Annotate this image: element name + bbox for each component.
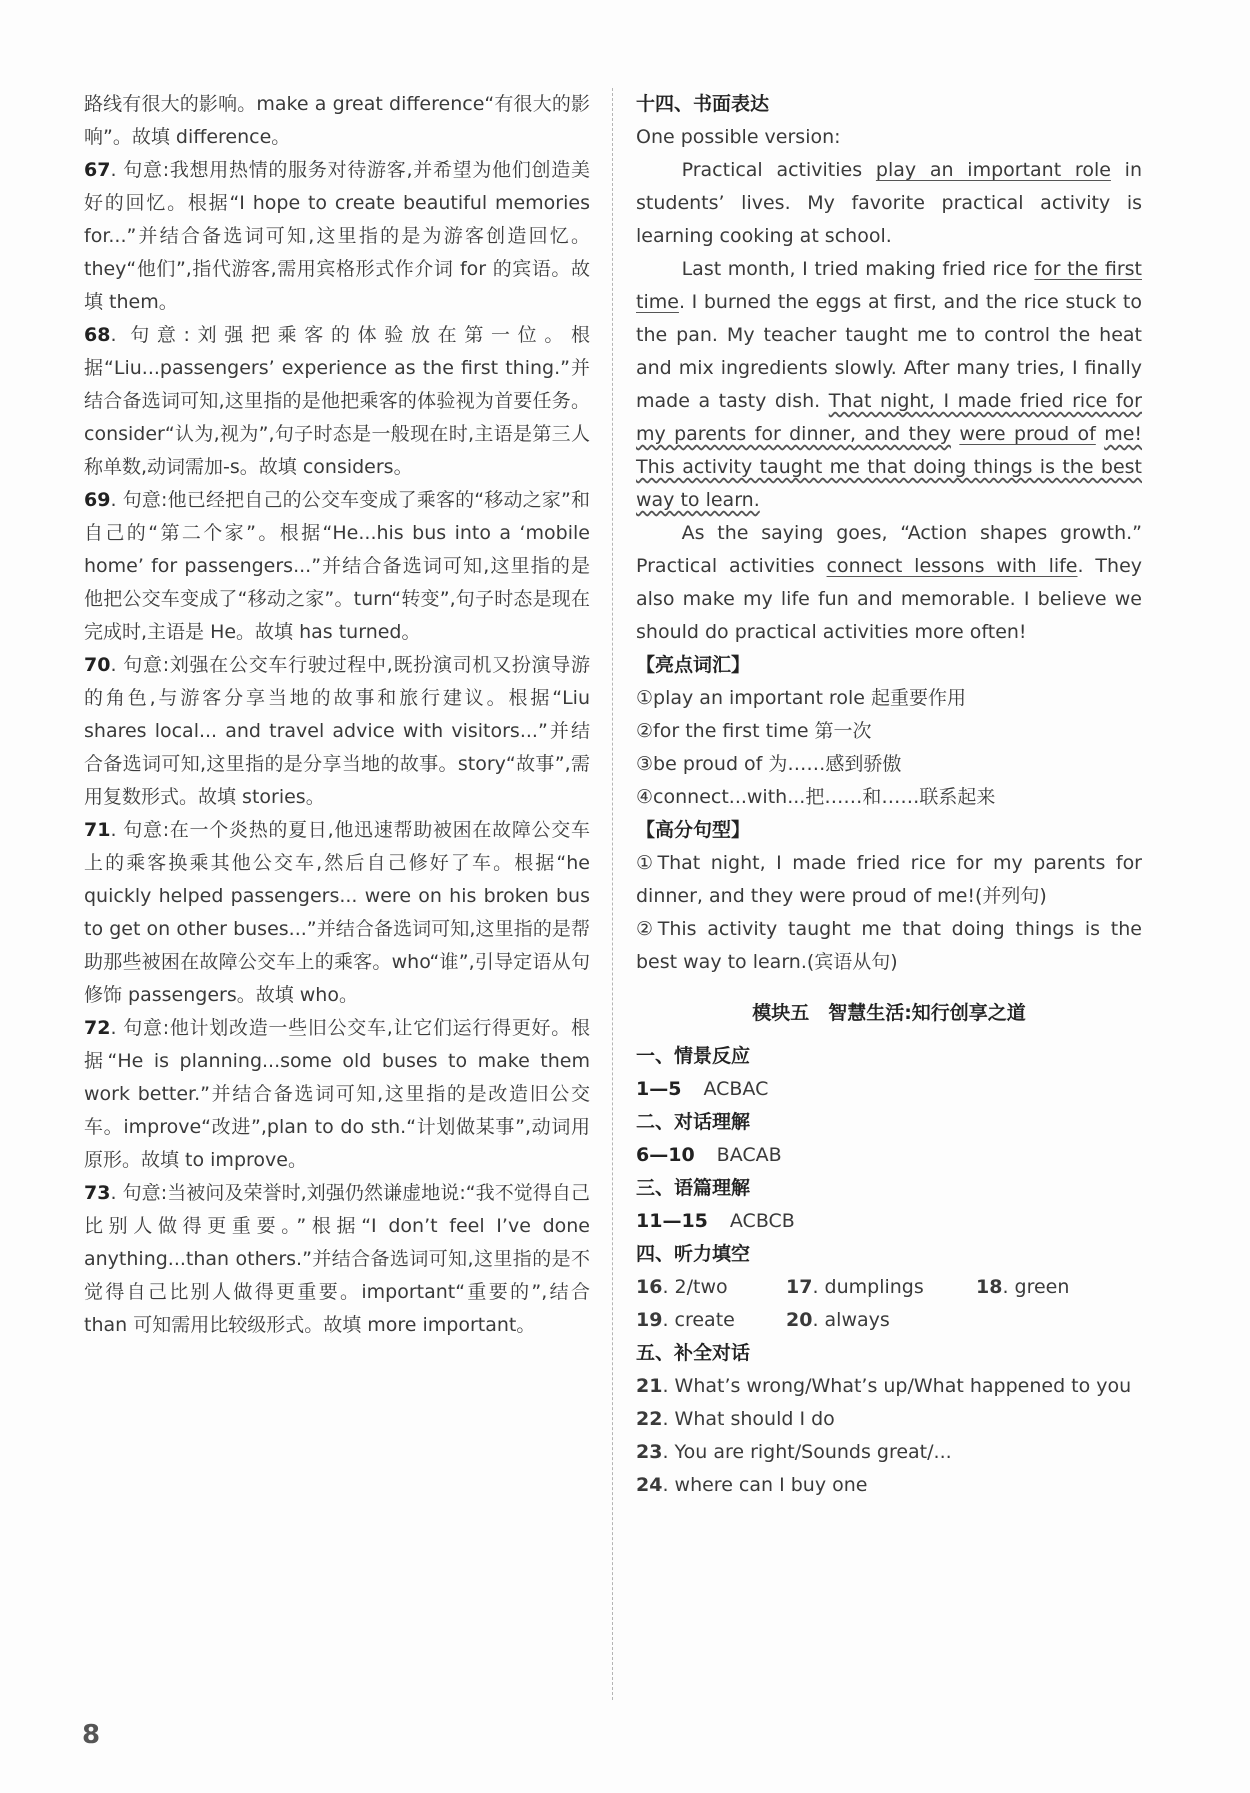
answer-number: 18 (976, 1276, 1003, 1298)
dialogue-answer (636, 1370, 1142, 1403)
answer-number: 16 (636, 1276, 663, 1298)
right-column (636, 88, 1142, 1502)
essay-paragraph-2 (636, 253, 1142, 517)
item-number: 71 (84, 819, 111, 841)
dialogue-answer (636, 1469, 1142, 1502)
item-text: . 句意:他已经把自己的公交车变成了乘客的“移动之家”和自己的“第二个家”。根据“He...his bus into a ‘mobile home’ for passengers...”并结合备选词可知,这里指的是他把公交车变成了“移动之家”。turn“转变”,句子时态是现在完成时,主语是 He。故填 has turned。 (84, 489, 590, 643)
version-label: One possible version: (636, 126, 841, 148)
sentence-item: ②This activity taught me that doing things is the best way to learn.(宾语从句) (636, 918, 1142, 973)
answer-number: 22 (636, 1408, 663, 1430)
text: Last month, I tried making fried rice (681, 258, 1035, 280)
answer-text: . 2/two (662, 1276, 728, 1298)
answer-line (636, 1139, 1142, 1172)
answer-range: 1—5 (636, 1078, 682, 1100)
item-number: 69 (84, 489, 111, 511)
answer-range: 11—15 (636, 1210, 708, 1232)
listening-row (636, 1304, 1142, 1337)
vocab-item: ②for the first time 第一次 (636, 720, 872, 742)
item-text: . 句意:刘强在公交车行驶过程中,既扮演司机又扮演导游的角色,与游客分享当地的故事和旅行建议。根据“Liu shares local... and travel advice with visitors...”并结合备选词可知,这里指的是分享当地的故事。story“故事”,需用复数形式。故填 stories。 (84, 654, 590, 808)
item-71 (84, 814, 590, 1012)
answer-text: . where can I buy one (662, 1474, 868, 1496)
item-number: 72 (84, 1017, 111, 1039)
answer-number: 20 (786, 1309, 813, 1331)
vocab-item: ①play an important role 起重要作用 (636, 687, 966, 709)
text (1096, 423, 1104, 445)
wavy-underlined-sentence: This activity taught me that doing things is the best way to learn. (636, 456, 1142, 511)
answer-values: ACBAC (703, 1078, 769, 1100)
answer-number: 23 (636, 1441, 663, 1463)
listening-answer (976, 1271, 1086, 1304)
answer-values: ACBCB (729, 1210, 795, 1232)
item-70 (84, 649, 590, 814)
left-column (84, 88, 590, 1342)
listening-answer (786, 1304, 936, 1337)
answer-number: 19 (636, 1309, 663, 1331)
text: in students’ lives. My favorite practical activity is learning cooking at school. (636, 159, 1142, 247)
answer-number: 24 (636, 1474, 663, 1496)
item-number: 73 (84, 1182, 111, 1204)
answer-text: . dumplings (812, 1276, 924, 1298)
page-number: 8 (82, 1720, 101, 1750)
underlined-phrase: connect lessons with life (826, 555, 1078, 577)
listening-answer (786, 1271, 936, 1304)
answer-number: 17 (786, 1276, 813, 1298)
essay-paragraph-3 (636, 517, 1142, 649)
item-number: 67 (84, 159, 111, 181)
item-67 (84, 154, 590, 319)
text: As the saying goes, “Action shapes growth.” Practical activities (636, 522, 1142, 577)
item-68 (84, 319, 590, 484)
column-divider (612, 88, 613, 1700)
wavy-underlined-sentence: me! (1104, 423, 1143, 445)
sentence-item: ①That night, I made fried rice for my parents for dinner, and they were proud of me!(并列句) (636, 852, 1142, 907)
item-66-tail: 路线有很大的影响。make a great difference“有很大的影响”。故填 difference。 (84, 93, 590, 148)
answer-text: . You are right/Sounds great/... (662, 1441, 952, 1463)
item-text: . 句意:当被问及荣誉时,刘强仍然谦虚地说:“我不觉得自己比别人做得更重要。”根据“I don’t feel I’ve done anything...than others.”并结合备选词可知,这里指的是不觉得自己比别人做得更重要。important“重要的”,结合 than 可知需用比较级形式。故填 more important。 (84, 1182, 590, 1336)
listening-answer (636, 1304, 746, 1337)
item-number: 70 (84, 654, 111, 676)
dialogue-answer (636, 1436, 1142, 1469)
answer-text: . What’s wrong/What’s up/What happened to you (662, 1375, 1132, 1397)
section-heading: 一、情景反应 (636, 1045, 751, 1067)
item-69 (84, 484, 590, 649)
vocab-heading: 【亮点词汇】 (636, 654, 751, 676)
answer-values: BACAB (716, 1144, 782, 1166)
section-heading: 三、语篇理解 (636, 1177, 751, 1199)
vocab-item: ③be proud of 为……感到骄傲 (636, 753, 902, 775)
item-73 (84, 1177, 590, 1342)
underlined-phrase: were proud of (959, 423, 1096, 445)
item-text: . 句意:我想用热情的服务对待游客,并希望为他们创造美好的回忆。根据“I hope to create beautiful memories for...”并结合备选词可知,这里指的是为游客创造回忆。they“他们”,指代游客,需用宾格形式作介词 for 的宾语。故填 them。 (84, 159, 590, 313)
answer-text: . always (812, 1309, 890, 1331)
answer-text: . green (1002, 1276, 1070, 1298)
answer-line (636, 1205, 1142, 1238)
item-text: . 句意:他计划改造一些旧公交车,让它们运行得更好。根据“He is planning...some old buses to make them work better.”并结合备选词可知,这里指的是改造旧公交车。improve“改进”,plan to do sth.“计划做某事”,动词用原形。故填 to improve。 (84, 1017, 590, 1171)
dialogue-answer (636, 1403, 1142, 1436)
item-number: 68 (84, 324, 111, 346)
answer-range: 6—10 (636, 1144, 695, 1166)
answer-text: . create (662, 1309, 735, 1331)
answer-number: 21 (636, 1375, 663, 1397)
item-text: . 句意:刘强把乘客的体验放在第一位。根据“Liu...passengers’ experience as the first thing.”并结合备选词可知,这里指的是他把乘客的体验视为首要任务。consider“认为,视为”,句子时态是一般现在时,主语是第三人称单数,动词需加-s。故填 considers。 (84, 324, 590, 478)
wavy-underlined-sentence: That night, I made fried rice for my parents for dinner, and they (636, 390, 1142, 445)
essay-paragraph-1 (636, 154, 1142, 253)
section-heading: 二、对话理解 (636, 1111, 751, 1133)
module-5-title: 模块五 智慧生活:知行创享之道 (752, 1002, 1026, 1024)
text: Practical activities (681, 159, 876, 181)
section-14-heading: 十四、书面表达 (636, 93, 770, 115)
answer-text: . What should I do (662, 1408, 835, 1430)
answer-line (636, 1073, 1142, 1106)
underlined-phrase: for the first time (636, 258, 1142, 313)
item-72 (84, 1012, 590, 1177)
listening-heading: 四、听力填空 (636, 1243, 751, 1265)
text: . They also make my life fun and memorable. I believe we should do practical activities more often! (636, 555, 1142, 643)
listening-row (636, 1271, 1142, 1304)
text: . I burned the eggs at first, and the rice stuck to the pan. My teacher taught me to control the heat and mix ingredients slowly. After many tries, I finally made a tasty dish. (636, 291, 1142, 412)
dialogue-heading: 五、补全对话 (636, 1342, 751, 1364)
listening-answer (636, 1271, 746, 1304)
vocab-item: ④connect...with...把……和……联系起来 (636, 786, 996, 808)
sentence-heading: 【高分句型】 (636, 819, 751, 841)
item-text: . 句意:在一个炎热的夏日,他迅速帮助被困在故障公交车上的乘客换乘其他公交车,然后自己修好了车。根据“he quickly helped passengers... were on his broken bus to get on other buses...”并结合备选词可知,这里指的是帮助那些被困在故障公交车上的乘客。who“谁”,引导定语从句修饰 passengers。故填 who。 (84, 819, 590, 1006)
underlined-phrase: play an important role (875, 159, 1111, 181)
